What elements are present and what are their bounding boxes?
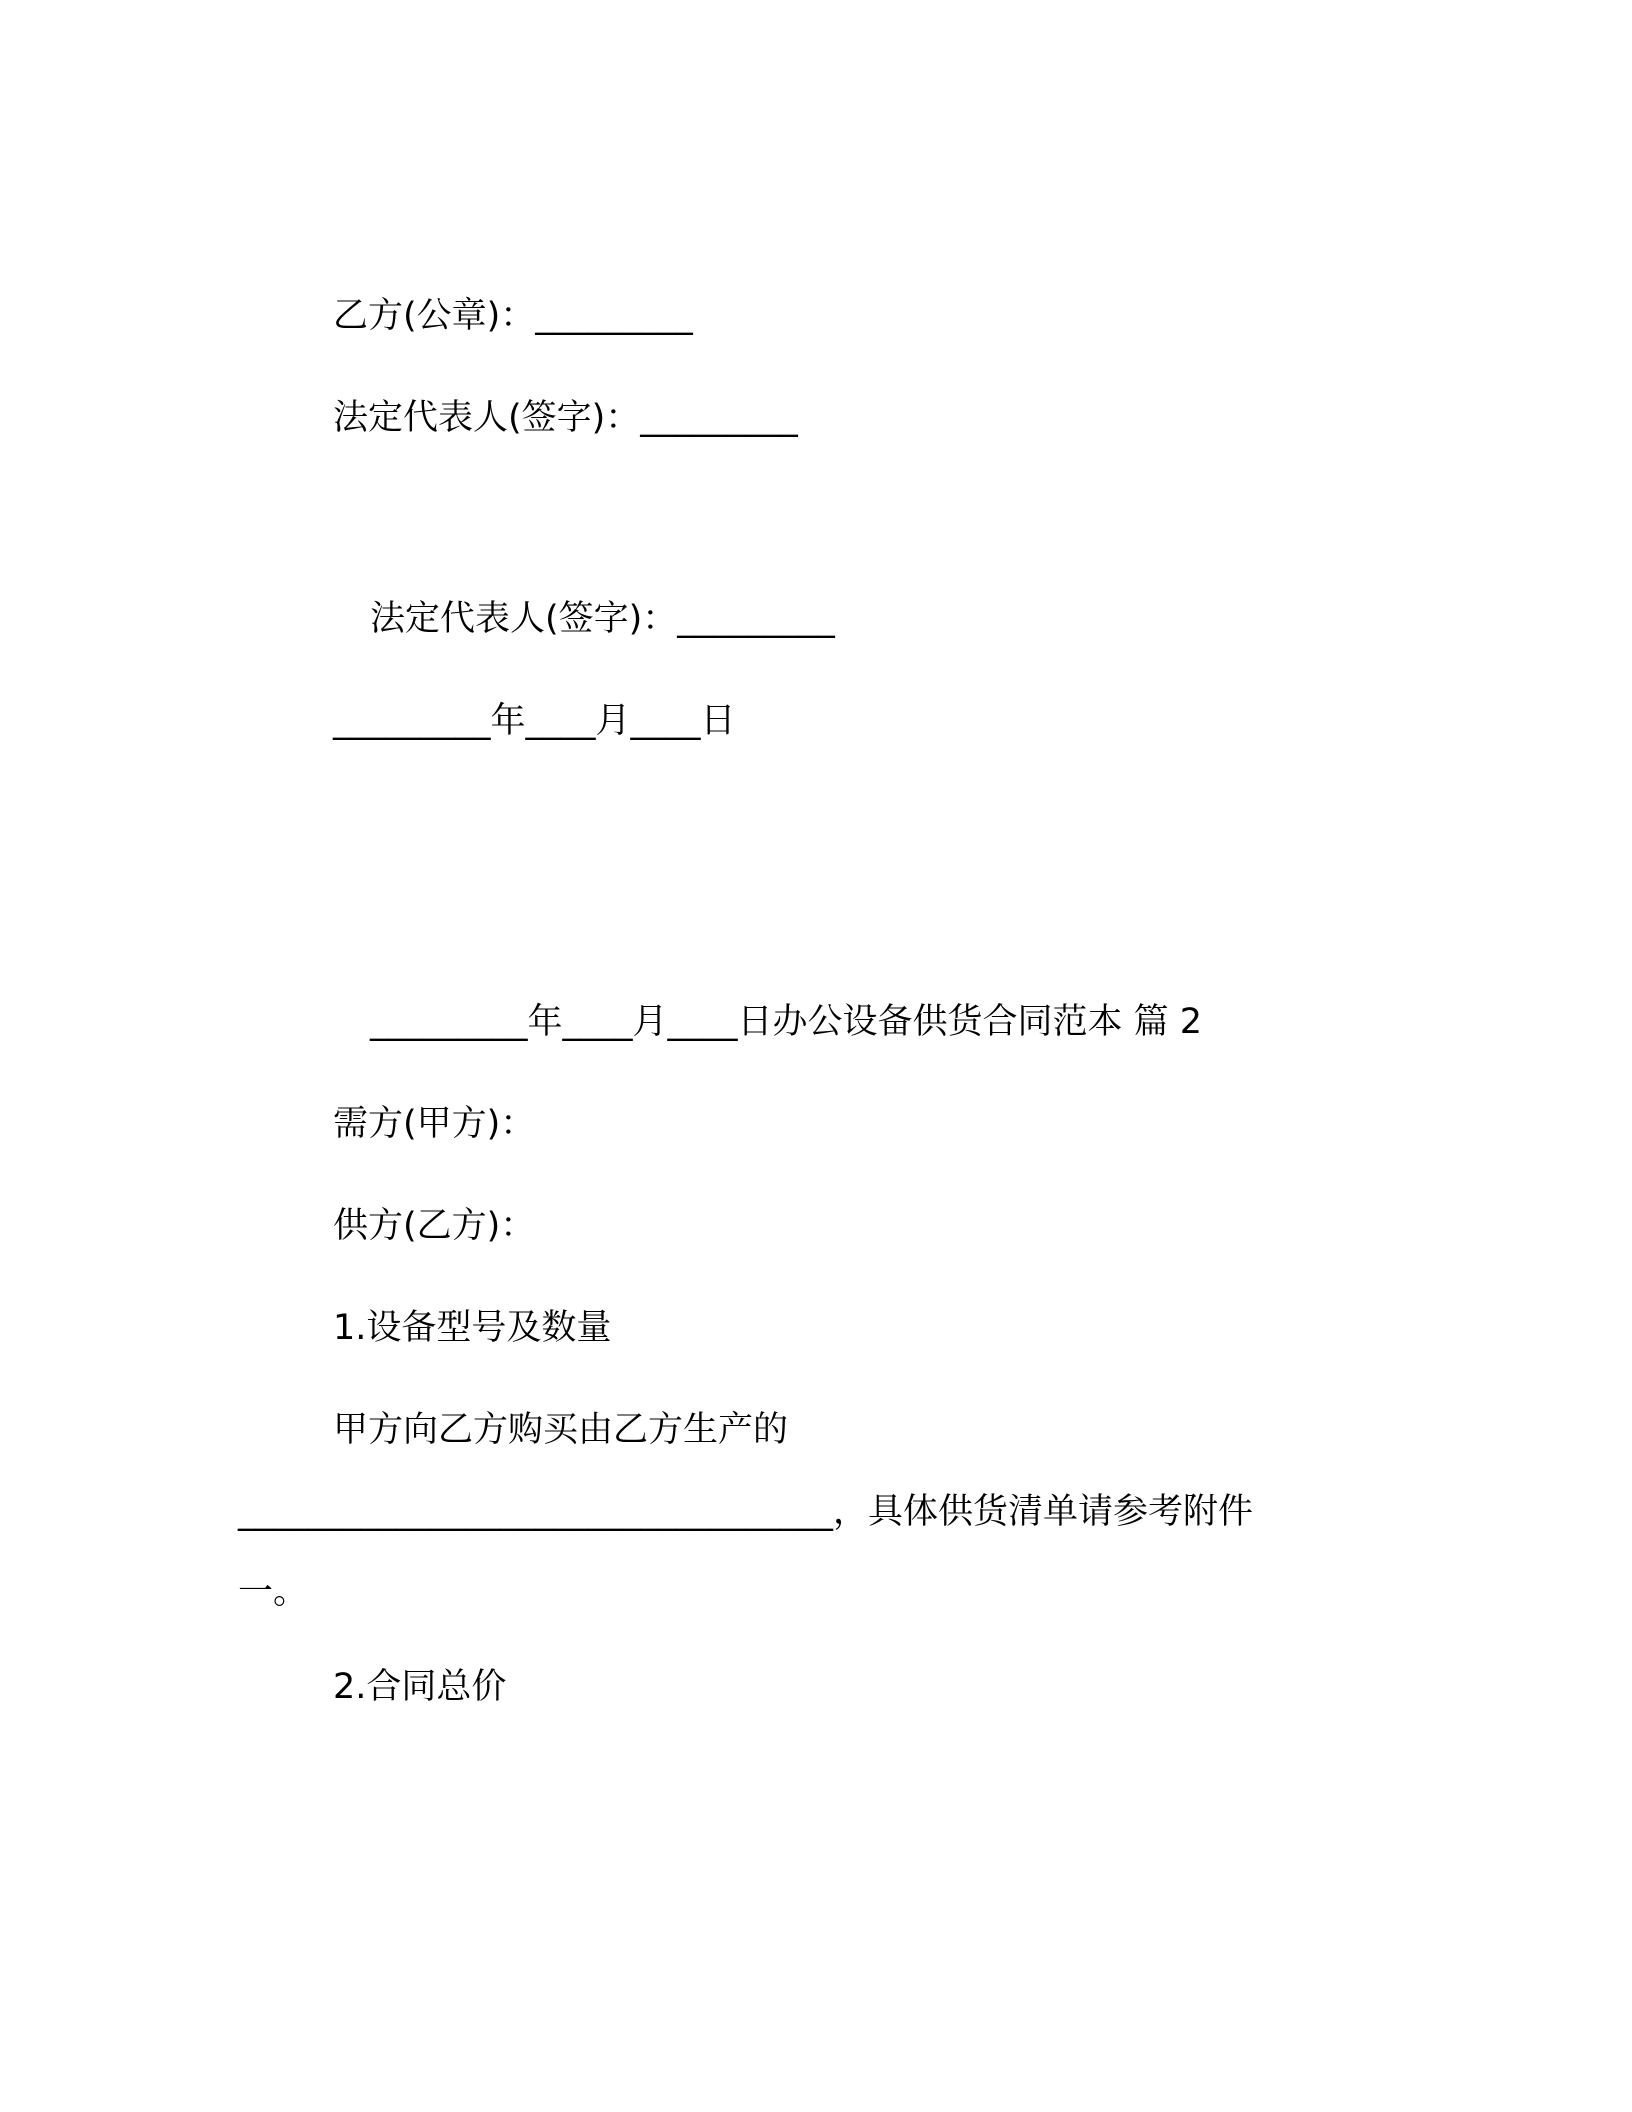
legal-representative-line: 法定代表人(签字)：_________ (333, 398, 798, 438)
clause-1-text-end: 一。 (238, 1572, 309, 1612)
clause-2-heading: 2.合同总价 (333, 1667, 507, 1707)
party-b-seal-line: 乙方(公章)：_________ (333, 296, 693, 336)
buyer-line: 需方(甲方)： (333, 1104, 536, 1144)
clause-1-text-continued: __________________________________，具体供货清单请参考附件 (238, 1492, 1254, 1532)
section-title: _________年____月____日办公设备供货合同范本 篇 2 (370, 1002, 1203, 1042)
legal-representative-line-2: 法定代表人(签字)：_________ (370, 599, 835, 639)
date-line: _________年____月____日 (333, 701, 736, 741)
clause-1-heading: 1.设备型号及数量 (333, 1308, 612, 1348)
supplier-line: 供方(乙方)： (333, 1206, 536, 1246)
clause-1-text: 甲方向乙方购买由乙方生产的 (333, 1410, 789, 1450)
